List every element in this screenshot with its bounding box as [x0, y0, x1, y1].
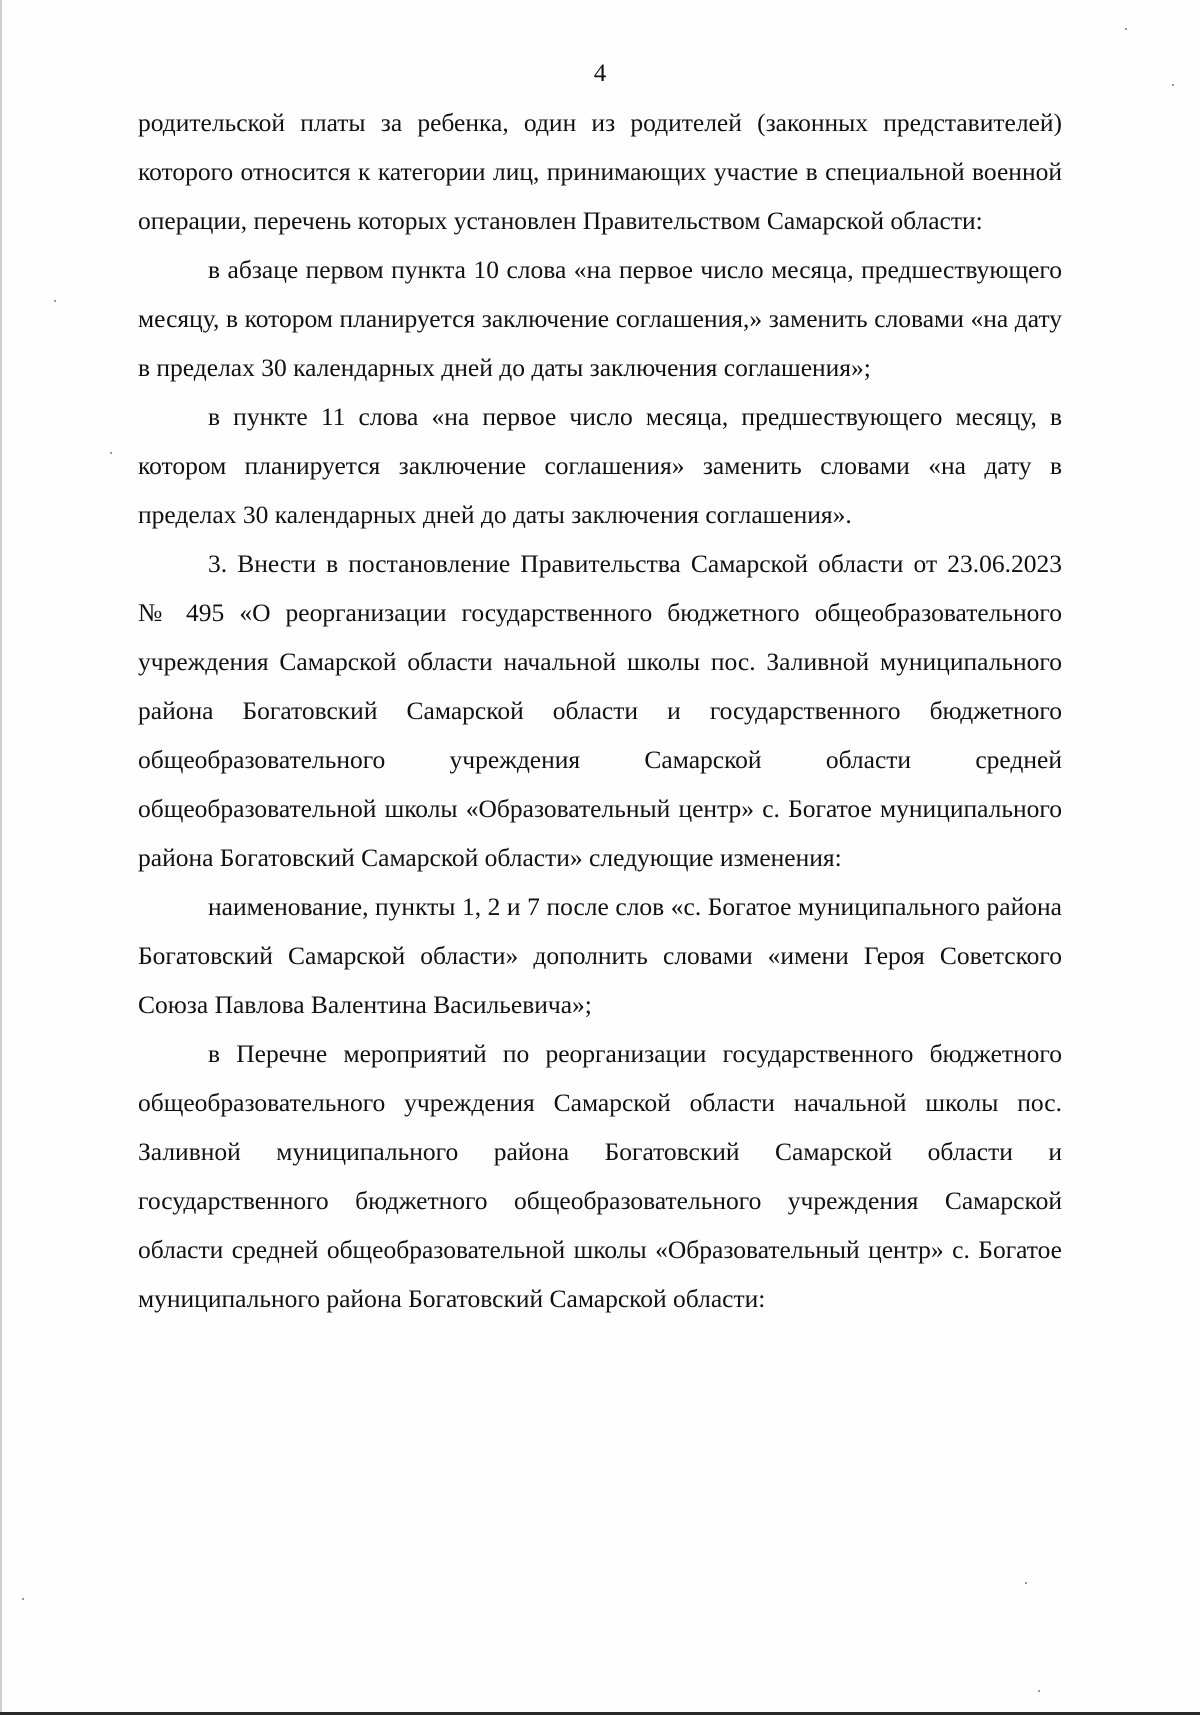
- scan-edge: [0, 0, 2, 1715]
- scan-speck: [1025, 1582, 1027, 1584]
- scan-speck: [54, 300, 56, 302]
- paragraph: наименование, пункты 1, 2 и 7 после слов «с. Богатое муниципального района Богатовский Самарской области» дополнить словами «имени Героя Советского Союза Павлова Валентина Васильевича»;: [138, 892, 1062, 1019]
- scan-speck: [1125, 28, 1127, 30]
- scan-speck: [1038, 1690, 1040, 1692]
- paragraph: в Перечне мероприятий по реорганизации государственного бюджетного общеобразовательного учреждения Самарской области начальной школы пос. Заливной муниципального района Богатовский Самарской области и государственного бюджетного общеобразовательного учреждения Самарской области средней общеобразовательной школы «Образовательный центр» с. Богатое муниципального района Богатовский Самарской области:: [138, 1039, 1062, 1313]
- document-body: [138, 98, 1062, 1323]
- scan-speck: [110, 452, 112, 454]
- paragraph: 3. Внести в постановление Правительства Самарской области от 23.06.2023 № 495 «О реорганизации государственного бюджетного общеобразовательного учреждения Самарской области начальной школы пос. Заливной муниципального района Богатовский Самарской области и государственного бюджетного общеобразовательного учреждения Самарской области средней общеобразовательной школы «Образовательный центр» с. Богатое муниципального района Богатовский Самарской области» следующие изменения:: [138, 549, 1062, 872]
- paragraph: в пункте 11 слова «на первое число месяца, предшествующего месяцу, в котором планируется заключение соглашения» заменить словами «на дату в пределах 30 календарных дней до даты заключения соглашения».: [138, 402, 1062, 529]
- scan-speck: [22, 1598, 24, 1600]
- page-number: 4: [593, 60, 607, 87]
- paragraph: в абзаце первом пункта 10 слова «на первое число месяца, предшествующего месяцу, в котором планируется заключение соглашения,» заменить словами «на дату в пределах 30 календарных дней до даты заключения соглашения»;: [138, 255, 1062, 382]
- scan-speck: [1172, 84, 1174, 86]
- paragraph: родительской платы за ребенка, один из родителей (законных представителей) которого относится к категории лиц, принимающих участие в специальной военной операции, перечень которых установлен Правительством Самарской области:: [138, 108, 1062, 235]
